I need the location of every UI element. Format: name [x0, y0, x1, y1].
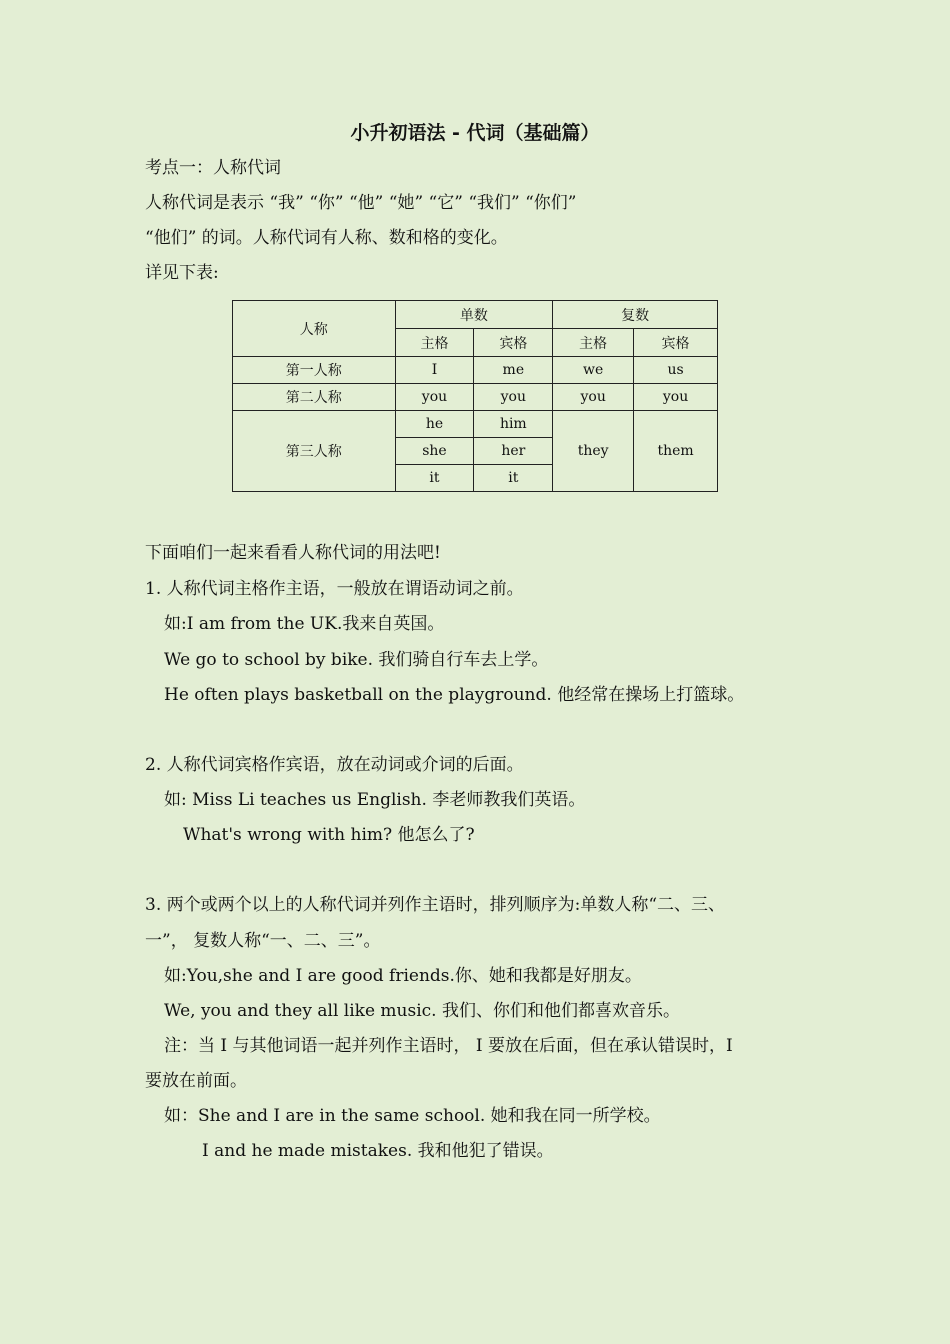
header-singular-objective: 宾格 [474, 329, 553, 357]
example-2b: What's wrong with him? 他怎么了? [183, 825, 475, 845]
example-1c: He often plays basketball on the playground. 他经常在操场上打篮球。 [164, 685, 745, 705]
row-person: 第一人称 [233, 357, 396, 384]
table-row [233, 411, 718, 438]
rule-3-line-2: 一”， 复数人称“一、二、三”。 [145, 931, 381, 951]
note-line-2: 要放在前面。 [145, 1071, 247, 1091]
example-4b: I and he made mistakes. 我和他犯了错误。 [202, 1141, 554, 1161]
table-row [233, 357, 718, 384]
cell: you [634, 384, 718, 411]
rule-1: 1. 人称代词主格作主语，一般放在谓语动词之前。 [145, 579, 524, 599]
example-4a: 如：She and I are in the same school. 她和我在同一所学校。 [164, 1106, 661, 1126]
cell: I [395, 357, 474, 384]
pronoun-table [232, 300, 718, 492]
header-person: 人称 [233, 301, 396, 357]
cell: we [553, 357, 634, 384]
intro-line-3: 详见下表: [145, 263, 219, 283]
example-2a: 如: Miss Li teaches us English. 李老师教我们英语。 [164, 790, 586, 810]
note-line-1: 注：当 I 与其他词语一起并列作主语时， I 要放在后面，但在承认错误时，I [164, 1036, 733, 1056]
cell: they [553, 411, 634, 492]
row-person: 第二人称 [233, 384, 396, 411]
cell: them [634, 411, 718, 492]
example-3b: We, you and they all like music. 我们、你们和他们都喜欢音乐。 [164, 1001, 680, 1021]
example-1b: We go to school by bike. 我们骑自行车去上学。 [164, 650, 549, 670]
table-row [233, 384, 718, 411]
cell: me [474, 357, 553, 384]
page-title: 小升初语法 - 代词（基础篇） [350, 122, 600, 144]
cell: us [634, 357, 718, 384]
cell: it [395, 465, 474, 492]
cell: it [474, 465, 553, 492]
row-person: 第三人称 [233, 411, 396, 492]
header-singular: 单数 [395, 301, 553, 329]
cell: he [395, 411, 474, 438]
rule-2: 2. 人称代词宾格作宾语，放在动词或介词的后面。 [145, 755, 524, 775]
header-plural-objective: 宾格 [634, 329, 718, 357]
usage-intro: 下面咱们一起来看看人称代词的用法吧! [145, 543, 441, 563]
rule-3-line-1: 3. 两个或两个以上的人称代词并列作主语时，排列顺序为:单数人称“二、三、 [145, 895, 726, 915]
intro-line-1: 人称代词是表示 “我” “你” “他” “她” “它” “我们” “你们” [145, 193, 577, 213]
cell: you [395, 384, 474, 411]
cell: him [474, 411, 553, 438]
section-heading: 考点一：人称代词 [145, 158, 281, 178]
cell: you [474, 384, 553, 411]
example-1a: 如:I am from the UK.我来自英国。 [164, 614, 445, 634]
cell: her [474, 438, 553, 465]
header-singular-nominative: 主格 [395, 329, 474, 357]
header-plural-nominative: 主格 [553, 329, 634, 357]
intro-line-2: “他们” 的词。人称代词有人称、数和格的变化。 [145, 228, 508, 248]
header-plural: 复数 [553, 301, 718, 329]
cell: you [553, 384, 634, 411]
example-3a: 如:You,she and I are good friends.你、她和我都是好朋友。 [164, 966, 642, 986]
cell: she [395, 438, 474, 465]
